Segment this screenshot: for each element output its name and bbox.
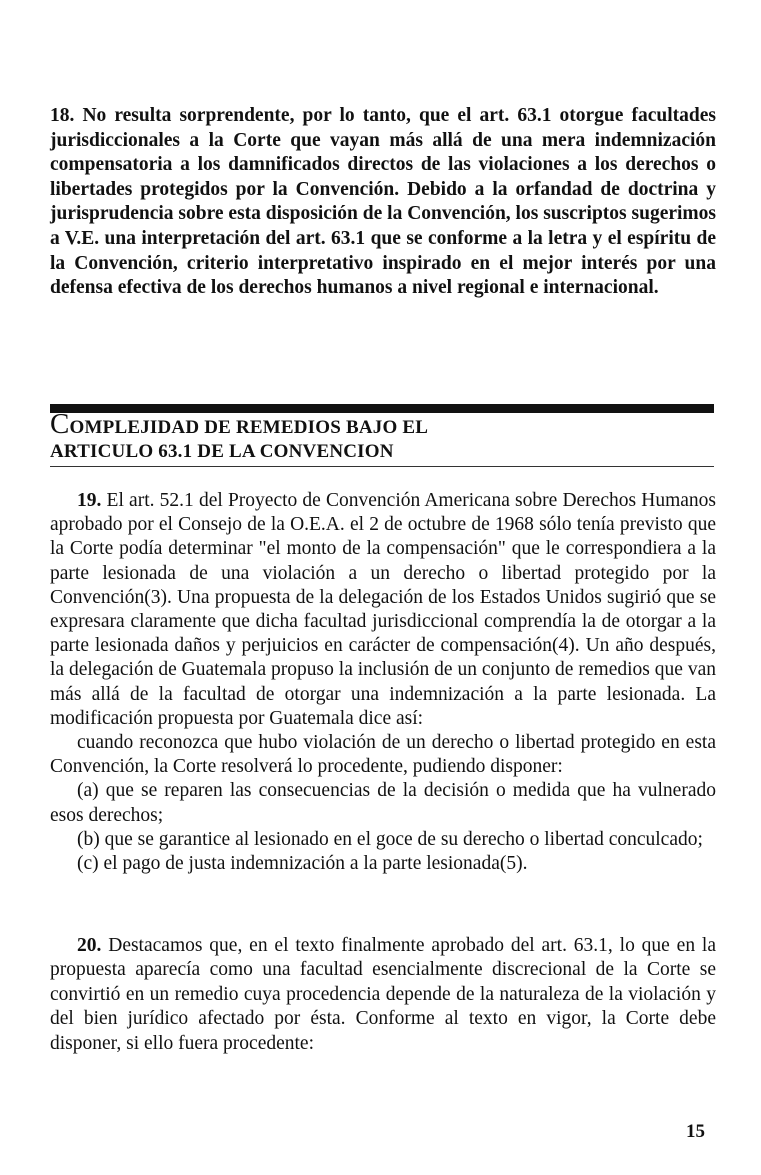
paragraph-number: 19. xyxy=(77,490,102,511)
paragraph-18 xyxy=(50,104,716,301)
section-heading xyxy=(50,408,714,464)
list-item-a: (a) que se reparen las consecuencias de la decisión o medida que ha vulnerado esos derechos; xyxy=(50,780,716,826)
paragraph-number: 20. xyxy=(77,935,102,956)
heading-line2: ARTICULO 63.1 DE LA CONVENCION xyxy=(50,441,394,462)
heading-line1: OMPLEJIDAD DE REMEDIOS BAJO EL xyxy=(69,417,429,438)
paragraph-19-main xyxy=(50,489,716,731)
heading-initial: C xyxy=(50,408,70,440)
paragraph-20 xyxy=(50,934,716,1056)
list-item-b: (b) que se garantice al lesionado en el goce de su derecho o libertad conculcado; xyxy=(77,828,703,850)
paragraph-text: El art. 52.1 del Proyecto de Convención Americana sobre Derechos Humanos aprobado por el Consejo de la O.E.A. el 2 de octubre de 1968 sólo tenía previsto que la Corte podía determinar "el monto de la compensación" que le correspondiera a la parte lesionada de una violación a un derecho o libertad protegido por la Convención(3). Una propuesta de la delegación de los Estados Unidos sugirió que se expresara claramente que dicha facultad jurisdiccional comprendía la de otorgar a la parte lesionada daños y perjuicios en carácter de compensación(4). Un año después, la delegación de Guatemala propuso la inclusión de un conjunto de remedios que van más allá de la facultad de otorgar una indemnización a la parte lesionada. La modificación propuesta por Guatemala dice así: xyxy=(50,490,716,729)
paragraph-number: 18. xyxy=(50,105,75,126)
paragraph-text: No resulta sorprendente, por lo tanto, que el art. 63.1 otorgue facultades jurisdiccionales a la Corte que vayan más allá de una mera indemnización compensatoria a los damnificados directos de las violaciones a los derechos o libertades protegidos por la Convención. Debido a la orfandad de doctrina y jurisprudencia sobre esta disposición de la Convención, los suscriptos sugerimos a V.E. una interpretación del art. 63.1 que se conforme a la letra y el espíritu de la Convención, criterio interpretativo inspirado en el mejor interés por una defensa efectiva de los derechos humanos a nivel regional e internacional. xyxy=(50,105,716,299)
page-number: 15 xyxy=(686,1121,705,1142)
paragraph-text: Destacamos que, en el texto finalmente aprobado del art. 63.1, lo que en la propuesta aparecía como una facultad esencialmente discrecional de la Corte se convirtió en un remedio cuya procedencia depende de la naturaleza de la violación y del bien jurídico afectado por ésta. Conforme al texto en vigor, la Corte debe disponer, si ello fuera procedente: xyxy=(50,935,717,1054)
paragraph-19 xyxy=(50,489,716,876)
list-item-c: (c) el pago de justa indemnización a la parte lesionada(5). xyxy=(77,853,528,875)
quote-intro: cuando reconozca que hubo violación de un derecho o libertad protegido en esta Convención, la Corte resolverá lo procedente, pudiendo disponer: xyxy=(50,732,716,778)
section-rule-thin xyxy=(50,466,714,467)
